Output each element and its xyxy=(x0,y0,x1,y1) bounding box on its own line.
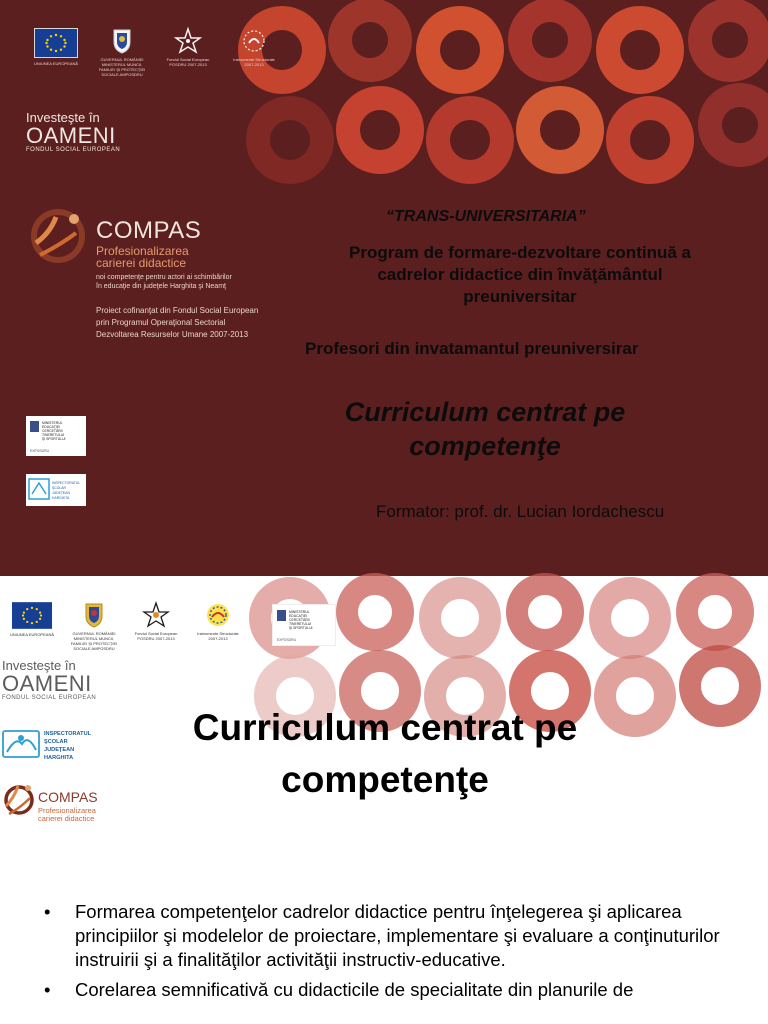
invest-line-2: OAMENI xyxy=(26,123,116,148)
compas-subtitle-line-1: Profesionalizarea xyxy=(96,244,189,258)
compas-description xyxy=(96,273,232,291)
cofinance-line-2: prin Programul Operaţional Sectorial xyxy=(96,318,226,327)
investeste-in-oameni-logo xyxy=(26,110,120,153)
compas-swirl-icon xyxy=(26,203,90,269)
fse-logo xyxy=(162,28,214,67)
list-item xyxy=(44,978,744,1002)
isj-harghita-logo xyxy=(2,726,92,764)
invest-line-3: FONDUL SOCIAL EUROPEAN xyxy=(2,695,97,701)
slide-1-title-line-2: competenţe xyxy=(409,431,561,461)
logo-caption: Instrumente Structurale 2007-2013 xyxy=(233,57,275,67)
ministry-line-3: CERCETĂRII xyxy=(42,429,63,433)
structural-instruments-logo xyxy=(228,28,280,67)
logo-caption: Fondul Social European POSDRU 2007-2013 xyxy=(166,57,210,67)
eu-logo xyxy=(8,602,56,637)
ministry-line-4: TINERETULUI xyxy=(42,433,65,437)
program-line-3: preuniversitar xyxy=(463,287,577,306)
cofinance-text xyxy=(96,305,258,341)
ministry-logo xyxy=(26,416,86,456)
cofinance-line-3: Dezvoltarea Resurselor Umane 2007-2013 xyxy=(96,330,249,339)
ministry-line-3: CERCETĂRII xyxy=(289,618,310,622)
compas-desc-line-2: în educaţie din judeţele Harghita şi Neamţ xyxy=(96,283,226,290)
compas-subtitle-line-1: Profesionalizarea xyxy=(38,806,96,815)
bullet-text: Formarea competenţelor cadrelor didactice pentru înţelegerea şi aplicarea principiilor şi modelelor de proiectare, implementare şi evaluare a conţinuturilor instruirii şi a finalităţilor activităţii instructiv-educative. xyxy=(75,901,720,970)
logo-caption: Instrumente Structurale 2007-2013 xyxy=(197,631,239,641)
ministry-line-4: TINERETULUI xyxy=(289,622,312,626)
eu-flag-icon xyxy=(12,602,52,629)
isj-line-1: INSPECTORATUL xyxy=(52,481,81,485)
partner-logos xyxy=(30,28,280,77)
ministry-line-1: MINISTERUL xyxy=(42,421,63,425)
isj-line-2: ŞCOLAR xyxy=(52,486,66,490)
ministry-line-2: EDUCAŢIEI xyxy=(289,614,308,618)
slide-2-title-line-2: competenţe xyxy=(281,759,489,800)
compas-logo xyxy=(2,778,112,824)
ministry-line-5: ŞI SPORTULUI xyxy=(42,437,66,441)
isj-line-1: INSPECTORATUL xyxy=(44,731,92,737)
trainer-credit: Formator: prof. dr. Lucian Iordachescu xyxy=(376,502,665,521)
program-description xyxy=(290,242,750,308)
structural-instruments-icon xyxy=(240,28,268,54)
compas-desc-line-1: noi competenţe pentru actori ai schimbărilor xyxy=(96,274,232,281)
fse-logo xyxy=(132,602,180,641)
eu-flag-icon xyxy=(34,28,78,58)
ministry-logo xyxy=(272,604,336,646)
government-logo xyxy=(96,28,148,77)
partner-logos xyxy=(8,602,242,651)
bullet-marker: • xyxy=(44,901,51,922)
investeste-in-oameni-logo xyxy=(2,658,96,701)
program-line-2: cadrelor didactice din învăţământul xyxy=(377,265,663,284)
slide-2-title-line-1: Curriculum centrat pe xyxy=(192,707,578,748)
structural-instruments-icon xyxy=(204,602,232,628)
compas-title: COMPAS xyxy=(96,217,202,244)
slide-1-title xyxy=(300,395,670,463)
isj-line-4: HARGHITA xyxy=(52,496,70,500)
isj-line-3: JUDEŢEAN xyxy=(44,747,75,753)
slide-1-title-line-1: Curriculum centrat pe xyxy=(344,397,626,427)
logo-caption: Fondul Social European POSDRU 2007-2013 xyxy=(134,631,178,641)
fse-star-icon xyxy=(175,28,201,54)
bullet-marker: • xyxy=(44,979,51,1000)
invest-line-2: OAMENI xyxy=(2,671,92,696)
ministry-caption: EXPOSDRU xyxy=(30,449,50,453)
isj-line-4: HARGHITA xyxy=(44,755,74,761)
invest-line-1: Investeşte în xyxy=(2,658,76,673)
isj-line-2: ŞCOLAR xyxy=(44,739,68,745)
decorative-rings xyxy=(230,0,768,210)
romania-crest-icon xyxy=(84,602,104,628)
government-logo xyxy=(70,602,118,651)
compas-title: COMPAS xyxy=(38,789,98,805)
project-name: “TRANS-UNIVERSITARIA” xyxy=(386,208,586,225)
ministry-caption: EXPOSDRU xyxy=(277,638,297,642)
logo-caption: UNIUNEA EUROPEANĂ xyxy=(9,632,54,637)
invest-line-1: Investeşte în xyxy=(26,110,100,125)
ministry-line-2: EDUCAŢIEI xyxy=(42,425,61,429)
program-line-1: Program de formare-dezvoltare continuă a xyxy=(349,243,691,262)
ministry-line-1: MINISTERUL xyxy=(289,610,310,614)
target-audience: Profesori din invatamantul preuniversirar xyxy=(305,339,639,358)
eu-logo xyxy=(30,28,82,66)
bullet-text: Corelarea semnificativă cu didacticile de specialitate din planurile de xyxy=(75,979,634,1000)
logo-caption: GUVERNUL ROMÂNIEI MINISTERUL MUNCII, FAMILIEI ŞI PROTECŢIEI SOCIALE AMPOSDRU xyxy=(98,57,146,77)
compas-subtitle-line-2: carierei didactice xyxy=(38,814,95,823)
cofinance-line-1: Proiect cofinanţat din Fondul Social European xyxy=(96,306,259,315)
romania-crest-icon xyxy=(112,28,132,54)
logo-caption: UNIUNEA EUROPEANĂ xyxy=(33,61,78,66)
slide-2 xyxy=(0,576,768,1024)
isj-line-3: JUDEŢEAN xyxy=(52,491,70,495)
compas-subtitle xyxy=(96,245,189,269)
bullet-list xyxy=(44,900,744,1008)
slide-2-title xyxy=(130,702,640,806)
list-item xyxy=(44,900,744,972)
ministry-line-5: ŞI SPORTULUI xyxy=(289,626,313,630)
isj-harghita-logo xyxy=(26,474,86,506)
fse-star-icon xyxy=(143,602,169,628)
structural-instruments-logo xyxy=(194,602,242,641)
compas-subtitle-line-2: carierei didactice xyxy=(96,256,187,270)
invest-line-3: FONDUL SOCIAL EUROPEAN xyxy=(26,147,121,153)
logo-caption: GUVERNUL ROMÂNIEI MINISTERUL MUNCII, FAMILIEI ŞI PROTECŢIEI SOCIALE AMPOSDRU xyxy=(70,631,118,651)
